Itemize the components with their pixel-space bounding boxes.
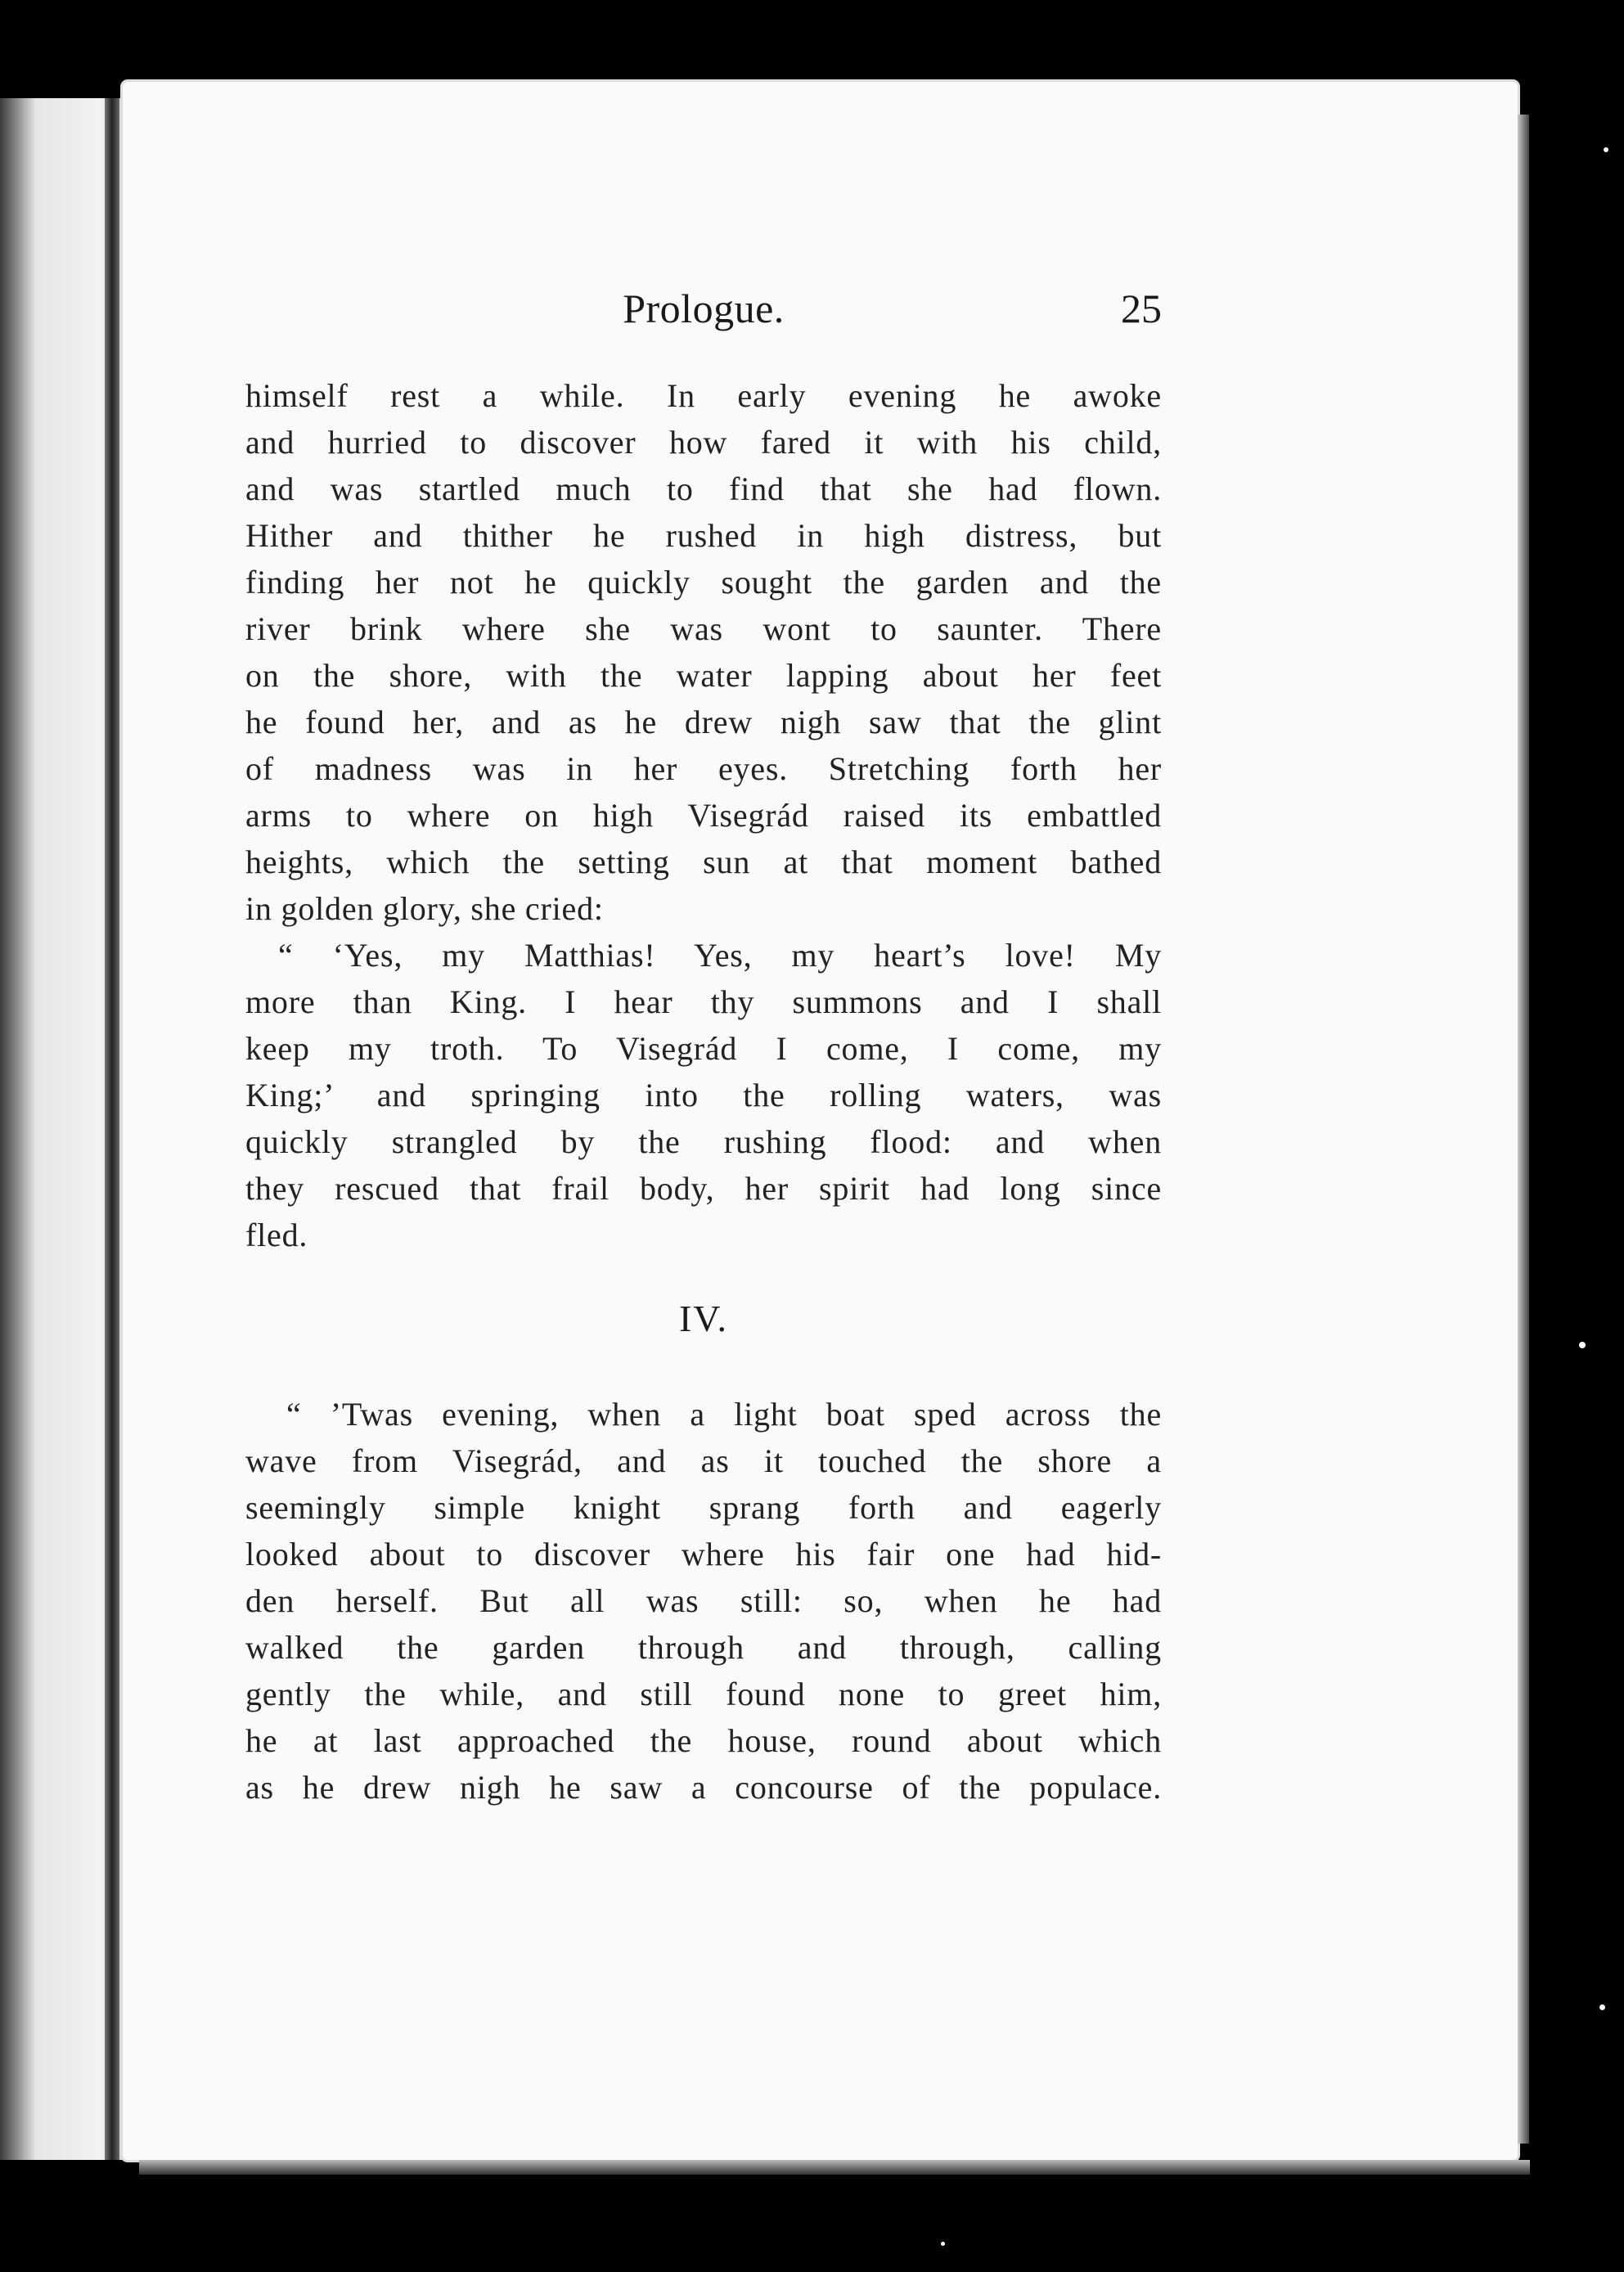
text-line: and hurried to discover how fared it with his child,	[245, 424, 1162, 461]
text-line: keep my troth. To Visegrád I come, I come, my	[245, 1030, 1162, 1067]
text-line: quickly strangled by the rushing flood: and when	[245, 1123, 1162, 1160]
text-line: den herself. But all was still: so, when he had	[245, 1582, 1162, 1619]
text-line: walked the garden through and through, calling	[245, 1629, 1162, 1666]
book-gutter	[105, 98, 119, 2160]
text-line: and was startled much to find that she had flown.	[245, 470, 1162, 507]
text-line: on the shore, with the water lapping about her feet	[245, 657, 1162, 694]
running-header	[245, 285, 1162, 342]
text-line: in golden glory, she cried:	[245, 890, 604, 927]
text-line: “ ’Twas evening, when a light boat sped across the	[286, 1396, 1162, 1433]
text-line: himself rest a while. In early evening he awoke	[245, 377, 1162, 414]
film-speck	[1604, 147, 1608, 152]
paragraph-block-2	[245, 1391, 1162, 1811]
text-line: heights, which the setting sun at that moment bathed	[245, 844, 1162, 880]
text-line: gently the while, and still found none to greet him,	[245, 1676, 1162, 1712]
film-speck	[1579, 1342, 1586, 1348]
text-line: fled.	[245, 1217, 308, 1253]
text-line: seemingly simple knight sprang forth and eagerly	[245, 1489, 1162, 1526]
text-line: he found her, and as he drew nigh saw that the glint	[245, 704, 1162, 740]
film-speck	[941, 2242, 945, 2246]
section-heading: IV.	[678, 1298, 729, 1339]
paragraph-block-1	[245, 372, 1162, 1258]
text-line: “ ‘Yes, my Matthias! Yes, my heart’s love! My	[278, 937, 1162, 974]
text-line: more than King. I hear thy summons and I shall	[245, 983, 1162, 1020]
text-line: they rescued that frail body, her spirit had long since	[245, 1170, 1162, 1207]
page-number: 25	[1121, 286, 1162, 331]
text-line: arms to where on high Visegrád raised its embattled	[245, 797, 1162, 834]
running-title: Prologue.	[623, 286, 785, 331]
facing-page-edge	[0, 98, 143, 2160]
text-line: looked about to discover where his fair one had hid-	[245, 1536, 1162, 1572]
film-speck	[1599, 2004, 1605, 2010]
text-line: river brink where she was wont to saunter. There	[245, 610, 1162, 647]
page-fore-edge	[1518, 115, 1529, 2144]
text-line: of madness was in her eyes. Stretching forth her	[245, 750, 1162, 787]
text-line: finding her not he quickly sought the garden and the	[245, 564, 1162, 601]
text-line: wave from Visegrád, and as it touched the shore a	[245, 1442, 1162, 1479]
text-line: as he drew nigh he saw a concourse of the populace.	[245, 1769, 1162, 1806]
page-bottom-edge	[139, 2160, 1530, 2175]
text-line: he at last approached the house, round about which	[245, 1722, 1162, 1759]
text-line: King;’ and springing into the rolling waters, was	[245, 1077, 1162, 1114]
text-line: Hither and thither he rushed in high distress, but	[245, 517, 1162, 554]
